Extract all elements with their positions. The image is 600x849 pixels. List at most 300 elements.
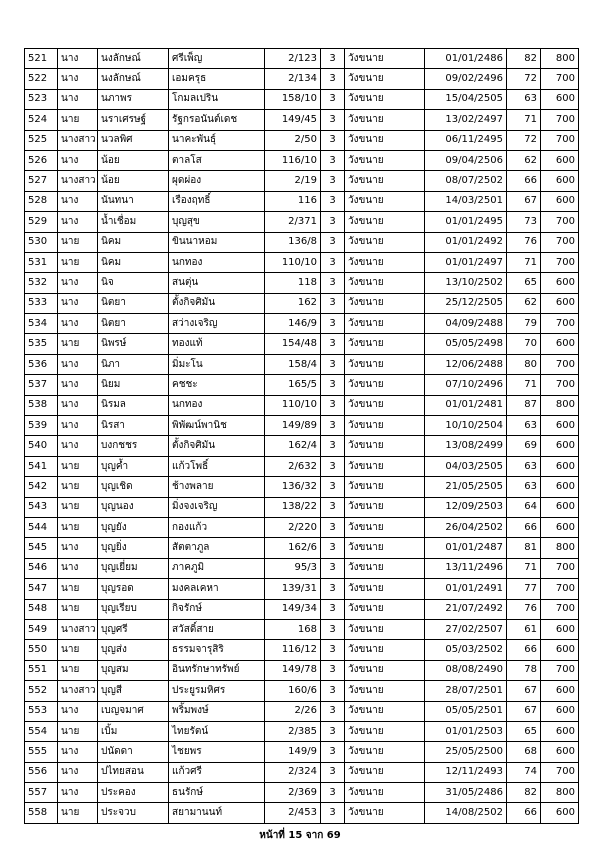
village-number-cell: 3 xyxy=(321,721,345,741)
last-name-cell: ตั้งกิจศิมัน xyxy=(169,436,265,456)
amount-cell: 700 xyxy=(541,579,579,599)
amount-cell: 600 xyxy=(541,742,579,762)
village-number-cell: 3 xyxy=(321,150,345,170)
table-row xyxy=(25,375,579,395)
last-name-cell: มิ่งจงเจริญ xyxy=(169,497,265,517)
village-number-cell: 3 xyxy=(321,252,345,272)
village-number-cell: 3 xyxy=(321,293,345,313)
table-row xyxy=(25,538,579,558)
birth-date-cell: 01/01/2487 xyxy=(425,538,507,558)
village-number-cell: 3 xyxy=(321,110,345,130)
village-number-cell: 3 xyxy=(321,599,345,619)
birth-date-cell: 27/02/2507 xyxy=(425,619,507,639)
birth-date-cell: 13/02/2497 xyxy=(425,110,507,130)
age-cell: 81 xyxy=(507,538,541,558)
last-name-cell: รัฐกรอนันต์เดช xyxy=(169,110,265,130)
village-number-cell: 3 xyxy=(321,456,345,476)
age-cell: 71 xyxy=(507,252,541,272)
house-number-cell: 162 xyxy=(265,293,321,313)
table-row xyxy=(25,497,579,517)
subdistrict-cell: วังขนาย xyxy=(345,619,425,639)
row-number-cell: 521 xyxy=(25,49,58,69)
subdistrict-cell: วังขนาย xyxy=(345,436,425,456)
age-cell: 66 xyxy=(507,171,541,191)
house-number-cell: 116/12 xyxy=(265,640,321,660)
amount-cell: 700 xyxy=(541,354,579,374)
village-number-cell: 3 xyxy=(321,517,345,537)
age-cell: 63 xyxy=(507,416,541,436)
first-name-cell: นงลักษณ์ xyxy=(98,69,169,89)
first-name-cell: นันทนา xyxy=(98,191,169,211)
house-number-cell: 116/10 xyxy=(265,150,321,170)
row-number-cell: 543 xyxy=(25,497,58,517)
age-cell: 72 xyxy=(507,69,541,89)
row-number-cell: 539 xyxy=(25,416,58,436)
row-number-cell: 524 xyxy=(25,110,58,130)
row-number-cell: 547 xyxy=(25,579,58,599)
birth-date-cell: 05/05/2498 xyxy=(425,334,507,354)
table-row xyxy=(25,191,579,211)
house-number-cell: 162/4 xyxy=(265,436,321,456)
row-number-cell: 550 xyxy=(25,640,58,660)
first-name-cell: เบญจมาศ xyxy=(98,701,169,721)
birth-date-cell: 08/08/2490 xyxy=(425,660,507,680)
subdistrict-cell: วังขนาย xyxy=(345,130,425,150)
village-number-cell: 3 xyxy=(321,375,345,395)
title-cell: นาง xyxy=(58,191,98,211)
amount-cell: 600 xyxy=(541,171,579,191)
subdistrict-cell: วังขนาย xyxy=(345,171,425,191)
amount-cell: 600 xyxy=(541,803,579,823)
birth-date-cell: 14/03/2501 xyxy=(425,191,507,211)
table-row xyxy=(25,110,579,130)
birth-date-cell: 01/01/2495 xyxy=(425,212,507,232)
title-cell: นางสาว xyxy=(58,171,98,191)
title-cell: นาง xyxy=(58,395,98,415)
village-number-cell: 3 xyxy=(321,354,345,374)
subdistrict-cell: วังขนาย xyxy=(345,721,425,741)
subdistrict-cell: วังขนาย xyxy=(345,456,425,476)
last-name-cell: ช้างพลาย xyxy=(169,477,265,497)
house-number-cell: 116 xyxy=(265,191,321,211)
table-row xyxy=(25,762,579,782)
age-cell: 74 xyxy=(507,762,541,782)
last-name-cell: ธรรมจารุสิริ xyxy=(169,640,265,660)
subdistrict-cell: วังขนาย xyxy=(345,375,425,395)
amount-cell: 600 xyxy=(541,456,579,476)
table-row xyxy=(25,477,579,497)
row-number-cell: 526 xyxy=(25,150,58,170)
village-number-cell: 3 xyxy=(321,497,345,517)
table-row xyxy=(25,558,579,578)
subdistrict-cell: วังขนาย xyxy=(345,89,425,109)
subdistrict-cell: วังขนาย xyxy=(345,69,425,89)
first-name-cell: บุญนอง xyxy=(98,497,169,517)
house-number-cell: 2/371 xyxy=(265,212,321,232)
title-cell: นาย xyxy=(58,599,98,619)
title-cell: นาย xyxy=(58,252,98,272)
birth-date-cell: 25/12/2505 xyxy=(425,293,507,313)
last-name-cell: สวัสดิ์สาย xyxy=(169,619,265,639)
house-number-cell: 136/32 xyxy=(265,477,321,497)
age-cell: 63 xyxy=(507,477,541,497)
birth-date-cell: 28/07/2501 xyxy=(425,681,507,701)
age-cell: 65 xyxy=(507,273,541,293)
table-row xyxy=(25,212,579,232)
amount-cell: 600 xyxy=(541,334,579,354)
pension-table xyxy=(24,48,579,824)
amount-cell: 700 xyxy=(541,69,579,89)
row-number-cell: 535 xyxy=(25,334,58,354)
house-number-cell: 2/134 xyxy=(265,69,321,89)
amount-cell: 700 xyxy=(541,660,579,680)
house-number-cell: 2/19 xyxy=(265,171,321,191)
last-name-cell: พิพัฒน์พานิช xyxy=(169,416,265,436)
first-name-cell: นิจ xyxy=(98,273,169,293)
table-row xyxy=(25,701,579,721)
subdistrict-cell: วังขนาย xyxy=(345,640,425,660)
subdistrict-cell: วังขนาย xyxy=(345,354,425,374)
subdistrict-cell: วังขนาย xyxy=(345,395,425,415)
subdistrict-cell: วังขนาย xyxy=(345,701,425,721)
last-name-cell: ขินนาหอม xyxy=(169,232,265,252)
first-name-cell: บุญรอด xyxy=(98,579,169,599)
first-name-cell: นิรสา xyxy=(98,416,169,436)
birth-date-cell: 14/08/2502 xyxy=(425,803,507,823)
row-number-cell: 551 xyxy=(25,660,58,680)
row-number-cell: 544 xyxy=(25,517,58,537)
village-number-cell: 3 xyxy=(321,69,345,89)
village-number-cell: 3 xyxy=(321,762,345,782)
house-number-cell: 2/385 xyxy=(265,721,321,741)
house-number-cell: 2/50 xyxy=(265,130,321,150)
age-cell: 77 xyxy=(507,579,541,599)
table-row xyxy=(25,89,579,109)
amount-cell: 800 xyxy=(541,538,579,558)
title-cell: นาง xyxy=(58,354,98,374)
village-number-cell: 3 xyxy=(321,273,345,293)
last-name-cell: ตาลโส xyxy=(169,150,265,170)
row-number-cell: 536 xyxy=(25,354,58,374)
first-name-cell: บุญเยี่ยม xyxy=(98,558,169,578)
last-name-cell: แก้วศรี xyxy=(169,762,265,782)
subdistrict-cell: วังขนาย xyxy=(345,762,425,782)
house-number-cell: 149/34 xyxy=(265,599,321,619)
first-name-cell: ประจวบ xyxy=(98,803,169,823)
house-number-cell: 2/369 xyxy=(265,783,321,803)
birth-date-cell: 13/08/2499 xyxy=(425,436,507,456)
subdistrict-cell: วังขนาย xyxy=(345,110,425,130)
subdistrict-cell: วังขนาย xyxy=(345,212,425,232)
table-row xyxy=(25,150,579,170)
subdistrict-cell: วังขนาย xyxy=(345,49,425,69)
first-name-cell: เบิ้ม xyxy=(98,721,169,741)
first-name-cell: นงลักษณ์ xyxy=(98,49,169,69)
table-row xyxy=(25,293,579,313)
last-name-cell: สว่างเจริญ xyxy=(169,314,265,334)
amount-cell: 700 xyxy=(541,110,579,130)
table-row xyxy=(25,232,579,252)
title-cell: นาง xyxy=(58,762,98,782)
last-name-cell: สัตตาภูล xyxy=(169,538,265,558)
village-number-cell: 3 xyxy=(321,579,345,599)
subdistrict-cell: วังขนาย xyxy=(345,334,425,354)
house-number-cell: 154/48 xyxy=(265,334,321,354)
village-number-cell: 3 xyxy=(321,742,345,762)
amount-cell: 700 xyxy=(541,212,579,232)
amount-cell: 600 xyxy=(541,497,579,517)
title-cell: นาย xyxy=(58,803,98,823)
title-cell: นาง xyxy=(58,273,98,293)
row-number-cell: 537 xyxy=(25,375,58,395)
age-cell: 82 xyxy=(507,783,541,803)
table-row xyxy=(25,416,579,436)
birth-date-cell: 25/05/2500 xyxy=(425,742,507,762)
table-row xyxy=(25,742,579,762)
amount-cell: 700 xyxy=(541,599,579,619)
table-row xyxy=(25,721,579,741)
row-number-cell: 548 xyxy=(25,599,58,619)
birth-date-cell: 21/07/2492 xyxy=(425,599,507,619)
title-cell: นาง xyxy=(58,69,98,89)
age-cell: 76 xyxy=(507,232,541,252)
subdistrict-cell: วังขนาย xyxy=(345,150,425,170)
first-name-cell: บุญเชิด xyxy=(98,477,169,497)
age-cell: 61 xyxy=(507,619,541,639)
title-cell: นาง xyxy=(58,293,98,313)
birth-date-cell: 01/01/2486 xyxy=(425,49,507,69)
first-name-cell: นวลพิศ xyxy=(98,130,169,150)
age-cell: 67 xyxy=(507,681,541,701)
birth-date-cell: 04/03/2505 xyxy=(425,456,507,476)
table-row xyxy=(25,619,579,639)
house-number-cell: 2/123 xyxy=(265,49,321,69)
house-number-cell: 110/10 xyxy=(265,252,321,272)
age-cell: 76 xyxy=(507,599,541,619)
village-number-cell: 3 xyxy=(321,783,345,803)
title-cell: นางสาว xyxy=(58,130,98,150)
first-name-cell: น้อย xyxy=(98,171,169,191)
house-number-cell: 160/6 xyxy=(265,681,321,701)
last-name-cell: เรืองฤทธิ์ xyxy=(169,191,265,211)
subdistrict-cell: วังขนาย xyxy=(345,252,425,272)
table-row xyxy=(25,660,579,680)
row-number-cell: 528 xyxy=(25,191,58,211)
age-cell: 78 xyxy=(507,660,541,680)
last-name-cell: พริ้มพงษ์ xyxy=(169,701,265,721)
row-number-cell: 522 xyxy=(25,69,58,89)
age-cell: 71 xyxy=(507,110,541,130)
title-cell: นาย xyxy=(58,456,98,476)
last-name-cell: ไทยรัตน์ xyxy=(169,721,265,741)
table-row xyxy=(25,517,579,537)
amount-cell: 700 xyxy=(541,232,579,252)
age-cell: 63 xyxy=(507,456,541,476)
table-row xyxy=(25,171,579,191)
age-cell: 63 xyxy=(507,89,541,109)
row-number-cell: 546 xyxy=(25,558,58,578)
birth-date-cell: 13/11/2496 xyxy=(425,558,507,578)
row-number-cell: 529 xyxy=(25,212,58,232)
row-number-cell: 527 xyxy=(25,171,58,191)
age-cell: 73 xyxy=(507,212,541,232)
amount-cell: 600 xyxy=(541,701,579,721)
page-footer: หน้าที่ 15 จาก 69 xyxy=(259,830,341,841)
first-name-cell: ปนัดดา xyxy=(98,742,169,762)
subdistrict-cell: วังขนาย xyxy=(345,232,425,252)
title-cell: นาย xyxy=(58,232,98,252)
age-cell: 65 xyxy=(507,721,541,741)
title-cell: นาง xyxy=(58,49,98,69)
age-cell: 62 xyxy=(507,293,541,313)
row-number-cell: 541 xyxy=(25,456,58,476)
last-name-cell: มิ่มะโน xyxy=(169,354,265,374)
subdistrict-cell: วังขนาย xyxy=(345,681,425,701)
subdistrict-cell: วังขนาย xyxy=(345,293,425,313)
house-number-cell: 162/6 xyxy=(265,538,321,558)
house-number-cell: 110/10 xyxy=(265,395,321,415)
village-number-cell: 3 xyxy=(321,538,345,558)
village-number-cell: 3 xyxy=(321,191,345,211)
birth-date-cell: 01/01/2481 xyxy=(425,395,507,415)
row-number-cell: 545 xyxy=(25,538,58,558)
last-name-cell: ทองแท้ xyxy=(169,334,265,354)
row-number-cell: 554 xyxy=(25,721,58,741)
title-cell: นาย xyxy=(58,497,98,517)
birth-date-cell: 01/01/2492 xyxy=(425,232,507,252)
title-cell: นาง xyxy=(58,701,98,721)
birth-date-cell: 06/11/2495 xyxy=(425,130,507,150)
subdistrict-cell: วังขนาย xyxy=(345,517,425,537)
table-row xyxy=(25,436,579,456)
row-number-cell: 531 xyxy=(25,252,58,272)
village-number-cell: 3 xyxy=(321,558,345,578)
village-number-cell: 3 xyxy=(321,334,345,354)
village-number-cell: 3 xyxy=(321,130,345,150)
last-name-cell: ภาคภูมิ xyxy=(169,558,265,578)
birth-date-cell: 08/07/2502 xyxy=(425,171,507,191)
last-name-cell: มงคลเคหา xyxy=(169,579,265,599)
subdistrict-cell: วังขนาย xyxy=(345,538,425,558)
birth-date-cell: 01/01/2497 xyxy=(425,252,507,272)
row-number-cell: 532 xyxy=(25,273,58,293)
last-name-cell: บุญสุข xyxy=(169,212,265,232)
row-number-cell: 555 xyxy=(25,742,58,762)
amount-cell: 800 xyxy=(541,395,579,415)
first-name-cell: บงกชชร xyxy=(98,436,169,456)
age-cell: 67 xyxy=(507,701,541,721)
title-cell: นาง xyxy=(58,89,98,109)
amount-cell: 600 xyxy=(541,293,579,313)
birth-date-cell: 10/10/2504 xyxy=(425,416,507,436)
amount-cell: 800 xyxy=(541,49,579,69)
title-cell: นาย xyxy=(58,517,98,537)
birth-date-cell: 04/09/2488 xyxy=(425,314,507,334)
house-number-cell: 165/5 xyxy=(265,375,321,395)
row-number-cell: 538 xyxy=(25,395,58,415)
house-number-cell: 2/324 xyxy=(265,762,321,782)
village-number-cell: 3 xyxy=(321,232,345,252)
title-cell: นาง xyxy=(58,375,98,395)
birth-date-cell: 01/01/2491 xyxy=(425,579,507,599)
title-cell: นาง xyxy=(58,314,98,334)
first-name-cell: นิยม xyxy=(98,375,169,395)
village-number-cell: 3 xyxy=(321,803,345,823)
title-cell: นาย xyxy=(58,477,98,497)
first-name-cell: นิตยา xyxy=(98,314,169,334)
amount-cell: 600 xyxy=(541,681,579,701)
age-cell: 82 xyxy=(507,49,541,69)
house-number-cell: 168 xyxy=(265,619,321,639)
village-number-cell: 3 xyxy=(321,314,345,334)
title-cell: นาง xyxy=(58,212,98,232)
table-body xyxy=(25,49,579,824)
title-cell: นาย xyxy=(58,334,98,354)
age-cell: 72 xyxy=(507,130,541,150)
birth-date-cell: 12/09/2503 xyxy=(425,497,507,517)
age-cell: 66 xyxy=(507,517,541,537)
house-number-cell: 2/220 xyxy=(265,517,321,537)
title-cell: นาง xyxy=(58,538,98,558)
last-name-cell: กองแก้ว xyxy=(169,517,265,537)
age-cell: 70 xyxy=(507,334,541,354)
house-number-cell: 2/453 xyxy=(265,803,321,823)
row-number-cell: 542 xyxy=(25,477,58,497)
last-name-cell: คชชะ xyxy=(169,375,265,395)
subdistrict-cell: วังขนาย xyxy=(345,314,425,334)
last-name-cell: นกทอง xyxy=(169,252,265,272)
age-cell: 68 xyxy=(507,742,541,762)
table-row xyxy=(25,803,579,823)
subdistrict-cell: วังขนาย xyxy=(345,783,425,803)
last-name-cell: อินทรักษาทรัพย์ xyxy=(169,660,265,680)
birth-date-cell: 09/04/2506 xyxy=(425,150,507,170)
house-number-cell: 146/9 xyxy=(265,314,321,334)
row-number-cell: 552 xyxy=(25,681,58,701)
table-row xyxy=(25,599,579,619)
subdistrict-cell: วังขนาย xyxy=(345,273,425,293)
age-cell: 66 xyxy=(507,640,541,660)
first-name-cell: บุญเรียบ xyxy=(98,599,169,619)
amount-cell: 700 xyxy=(541,314,579,334)
age-cell: 67 xyxy=(507,191,541,211)
row-number-cell: 558 xyxy=(25,803,58,823)
last-name-cell: ไชยพร xyxy=(169,742,265,762)
village-number-cell: 3 xyxy=(321,416,345,436)
house-number-cell: 149/45 xyxy=(265,110,321,130)
first-name-cell: นภาพร xyxy=(98,89,169,109)
last-name-cell: กิจรักษ์ xyxy=(169,599,265,619)
house-number-cell: 149/78 xyxy=(265,660,321,680)
row-number-cell: 523 xyxy=(25,89,58,109)
house-number-cell: 95/3 xyxy=(265,558,321,578)
row-number-cell: 557 xyxy=(25,783,58,803)
age-cell: 87 xyxy=(507,395,541,415)
first-name-cell: นิรมล xyxy=(98,395,169,415)
row-number-cell: 533 xyxy=(25,293,58,313)
birth-date-cell: 05/03/2502 xyxy=(425,640,507,660)
village-number-cell: 3 xyxy=(321,701,345,721)
first-name-cell: บุญค้ำ xyxy=(98,456,169,476)
village-number-cell: 3 xyxy=(321,436,345,456)
last-name-cell: นกทอง xyxy=(169,395,265,415)
house-number-cell: 136/8 xyxy=(265,232,321,252)
birth-date-cell: 09/02/2496 xyxy=(425,69,507,89)
amount-cell: 700 xyxy=(541,252,579,272)
table-row xyxy=(25,354,579,374)
house-number-cell: 139/31 xyxy=(265,579,321,599)
title-cell: นาย xyxy=(58,660,98,680)
